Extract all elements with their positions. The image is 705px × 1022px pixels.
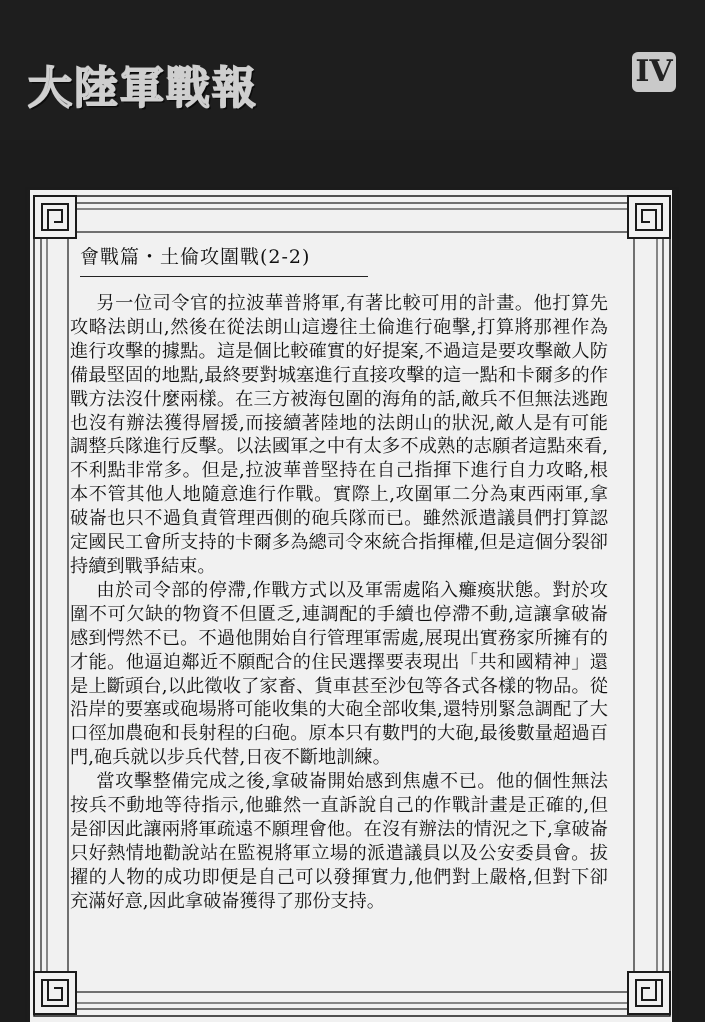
series-logo: 大陸軍戰報 bbox=[28, 63, 258, 114]
paragraph: 由於司令部的停滯,作戰方式以及軍需處陷入癱瘓狀態。對於攻圍不可欠缺的物資不但匱乏,連調配的手續也停滯不動,這讓拿破崙感到愕然不已。不過他開始自行管理軍需處,展現出實務家所擁有的才能。他逼迫鄰近不願配合的住民選擇要表現出「共和國精神」還是上斷頭台,以此徵收了家畜、貨車甚至沙包等各式各樣的物品。從沿岸的要塞或砲場將可能收集的大砲全部收集,還特別緊急調配了大口徑加農砲和長射程的臼砲。原本只有數門的大砲,最後數量超過百門,砲兵就以步兵代替,日夜不斷地訓練。 bbox=[70, 579, 608, 769]
paragraph: 當攻擊整備完成之後,拿破崙開始感到焦慮不已。他的個性無法按兵不動地等待指示,他雖然一直訴說自己的作戰計畫是正確的,但是卻因此讓兩將軍疏遠不願理會他。在沒有辦法的情況之下,拿破崙只好熱情地勸說站在監視將軍立場的派遣議員以及公安委員會。拔擢的人物的成功即便是自己可以發揮實力,他們對上嚴格,但對下卻充滿好意,因此拿破崙獲得了那份支持。 bbox=[70, 771, 608, 912]
paragraph: 另一位司令官的拉波華普將軍,有著比較可用的計畫。他打算先攻略法朗山,然後在從法朗山這邊往土倫進行砲擊,打算將那裡作為進行攻擊的據點。這是個比較確實的好提案,不過這是要攻擊敵人防備最堅固的地點,最終要對城塞進行直接攻擊的這一點和卡爾多的作戰方法沒什麼兩樣。在三方被海包圍的海角的話,敵兵不但無法逃跑也沒有辦法獲得層援,而接續著陸地的法朗山的狀況,敵人是有可能調整兵隊進行反擊。以法國軍之中有太多不成熟的志願者這點來看,不利點非常多。但是,拉波華普堅持在自己指揮下進行自力攻略,根本不管其他人地隨意進行作戰。實際上,攻圍軍二分為東西兩軍,拿破崙也只不過負責管理西側的砲兵隊而已。雖然派遣議員們打算認定國民工會所支持的卡爾多為總司令來統合指揮權,但是這個分裂卻持續到戰爭結束。 bbox=[70, 293, 608, 577]
article-title: 會戰篇・土倫攻圍戰(2-2) bbox=[80, 246, 311, 268]
title-underline bbox=[80, 276, 368, 277]
article bbox=[30, 190, 672, 1022]
volume-badge: IV bbox=[632, 52, 676, 92]
article-body bbox=[70, 292, 608, 914]
